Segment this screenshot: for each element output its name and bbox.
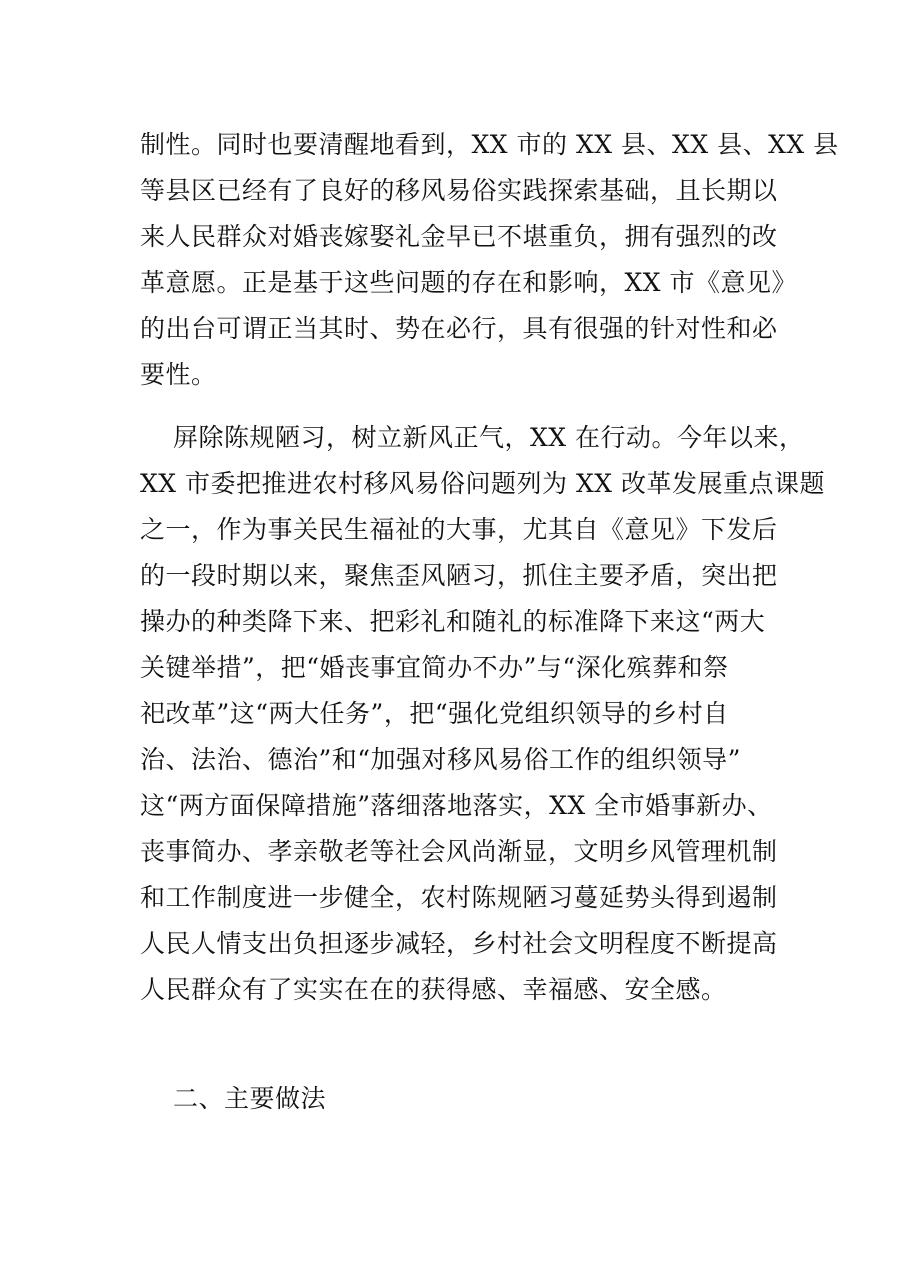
paragraph-2-line: 之一，作为事关民生福祉的大事，尤其自《意见》下发后 [140, 515, 778, 544]
paragraph-2-line: 和工作制度进一步健全，农村陈规陋习蔓延势头得到遏制 [140, 883, 778, 912]
paragraph-1-line: 的出台可谓正当其时、势在必行，具有很强的针对性和必 [140, 314, 778, 343]
section-heading: 二、主要做法 [173, 1084, 327, 1113]
paragraph-1-line: 要性。 [140, 360, 217, 389]
paragraph-2-line: 治、法治、德治”和“加强对移风易俗工作的组织领导” [140, 745, 741, 774]
paragraph-2-line: 人民群众有了实实在在的获得感、幸福感、安全感。 [140, 975, 727, 1004]
paragraph-1-line: 革意愿。正是基于这些问题的存在和影响，XX 市《意见》 [140, 268, 798, 297]
paragraph-2-line: 人民人情支出负担逐步减轻，乡村社会文明程度不断提高 [140, 929, 778, 958]
paragraph-2-line: XX 市委把推进农村移风易俗问题列为 XX 改革发展重点课题 [140, 469, 826, 498]
paragraph-2-line: 操办的种类降下来、把彩礼和随礼的标准降下来这“两大 [140, 607, 766, 636]
paragraph-2-line: 的一段时期以来，聚焦歪风陋习，抓住主要矛盾，突出把 [140, 561, 778, 590]
paragraph-1-line: 制性。同时也要清醒地看到，XX 市的 XX 县、XX 县、XX 县 [140, 130, 839, 159]
paragraph-2-line: 屏除陈规陋习，树立新风正气，XX 在行动。今年以来， [173, 423, 805, 452]
paragraph-1-line: 来人民群众对婚丧嫁娶礼金早已不堪重负，拥有强烈的改 [140, 222, 778, 251]
paragraph-1-line: 等县区已经有了良好的移风易俗实践探索基础，且长期以 [140, 176, 778, 205]
paragraph-2-line: 关键举措”，把“婚丧事宜简办不办”与“深化殡葬和祭 [140, 653, 729, 682]
paragraph-2-line: 丧事简办、孝亲敬老等社会风尚渐显，文明乡风管理机制 [140, 837, 778, 866]
paragraph-2-line: 祀改革”这“两大任务”，把“强化党组织领导的乡村自 [140, 699, 729, 728]
paragraph-2-line: 这“两方面保障措施”落细落地落实，XX 全市婚事新办、 [140, 791, 773, 820]
